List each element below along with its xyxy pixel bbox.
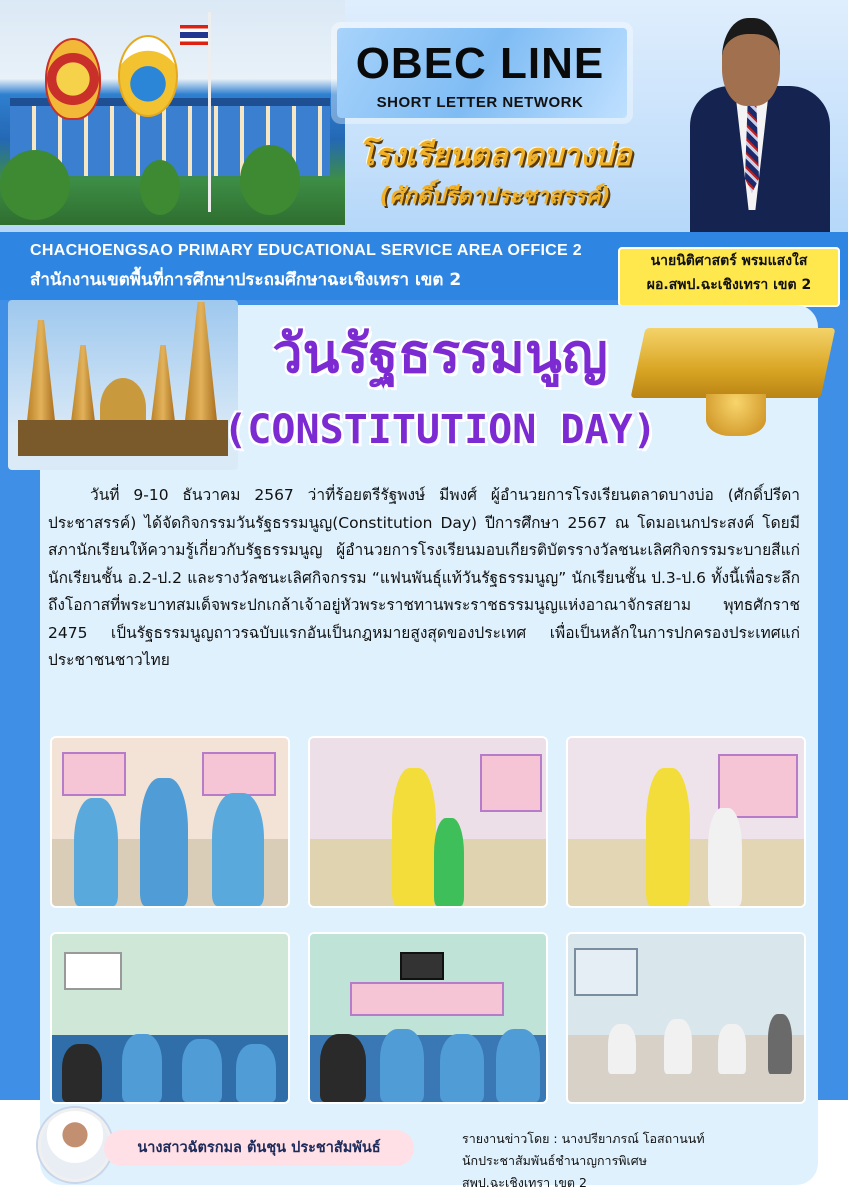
- director-head: [722, 18, 780, 106]
- classroom-activity-photo-2: [310, 934, 546, 1102]
- tray-lid: [631, 328, 836, 398]
- student: [434, 818, 464, 906]
- credit-line-2: นักประชาสัมพันธ์ชำนาญการพิเศษ: [462, 1153, 647, 1168]
- poster: [62, 752, 126, 796]
- certificate-award-photo-1: [310, 738, 546, 906]
- office-name-th: สำนักงานเขตพื้นที่การศึกษาประถมศึกษาฉะเชิงเทรา เขต 2: [30, 270, 462, 290]
- article-title-th: วันรัฐธรรมนูญ: [272, 322, 608, 385]
- student: [608, 1024, 636, 1074]
- school-motto: (ศักดิ์ปรีดาประชาสรรค์): [379, 184, 611, 209]
- student: [212, 793, 264, 906]
- student: [140, 778, 188, 906]
- brand-title: OBEC LINE: [355, 39, 605, 88]
- tree: [140, 160, 180, 215]
- student: [74, 798, 118, 906]
- credit-line-1: รายงานข่าวโดย : นางปรียาภรณ์ โอสถานนท์: [462, 1131, 705, 1146]
- student: [62, 1044, 102, 1102]
- student: [236, 1044, 276, 1102]
- thai-flag-icon: [180, 25, 208, 45]
- director-portrait: [690, 18, 840, 232]
- reporter-badge: [104, 1130, 414, 1166]
- poster: [350, 982, 504, 1016]
- director-name: นายนิติศาสตร์ พรมแสงใส: [650, 253, 808, 269]
- header-banner: [0, 0, 848, 232]
- photo-grid: [52, 738, 804, 1098]
- news-credit: [462, 1128, 802, 1194]
- reporter-avatar: [38, 1108, 112, 1182]
- brand-subtitle: SHORT LETTER NETWORK: [376, 94, 584, 111]
- director-name-tag: [618, 247, 840, 307]
- director-figure: [646, 768, 690, 906]
- credit-line-3: สพป.ฉะเชิงเทรา เขต 2: [462, 1175, 587, 1190]
- director-position: ผอ.สพป.ฉะเชิงเทรา เขต 2: [646, 277, 812, 293]
- school-name: โรงเรียนตลาดบางบ่อ: [358, 138, 632, 173]
- tree: [0, 150, 70, 220]
- article-title-en: (CONSTITUTION DAY): [223, 407, 657, 453]
- reporter-name: นางสาวฉัตรกมล ต้นชุน ประชาสัมพันธ์: [137, 1140, 381, 1156]
- certificate-award-photo-2: [568, 738, 804, 906]
- monument-base: [18, 420, 228, 456]
- student: [440, 1034, 484, 1102]
- tv-screen: [400, 952, 444, 980]
- whiteboard: [64, 952, 122, 990]
- student: [320, 1034, 366, 1102]
- fan: [768, 1014, 792, 1074]
- student-council-presenting-photo: [52, 738, 288, 906]
- poster: [202, 752, 276, 796]
- poster: [480, 754, 542, 812]
- student: [496, 1029, 540, 1102]
- student: [182, 1039, 222, 1102]
- tray-stand: [706, 394, 766, 436]
- student: [380, 1029, 424, 1102]
- flag-pole: [208, 12, 211, 212]
- school-building-photo: [0, 0, 345, 225]
- office-name-en: CHACHOENGSAO PRIMARY EDUCATIONAL SERVICE AREA OFFICE 2: [30, 242, 582, 259]
- student: [122, 1034, 162, 1102]
- classroom-activity-photo-3: [568, 934, 804, 1102]
- obec-emblem-icon: [45, 38, 101, 120]
- student: [708, 808, 742, 906]
- student: [664, 1019, 692, 1074]
- tree: [240, 145, 300, 215]
- classroom-activity-photo-1: [52, 934, 288, 1102]
- window: [574, 948, 638, 996]
- article-body: วันที่ 9-10 ธันวาคม 2567 ว่าที่ร้อยตรีรัฐพงษ์ มีพงศ์ ผู้อำนวยการโรงเรียนตลาดบางบ่อ (ศักดิ์ปรีดาประชาสรรค์) ได้จัดกิจกรรมวันรัฐธรรมนูญ(Constitution Day) ปีการศึกษา 2567 ณ โดมอเนกประสงค์ โดยมีสภานักเรียนให้ความรู้เกี่ยวกับรัฐธรรมนูญ ผู้อำนวยการโรงเรียนมอบเกียรติบัตรรางวัลชนะเลิศกิจกรรมระบายสีแก่นักเรียนชั้น อ.2-ป.2 และรางวัลชนะเลิศกิจกรรม “แฟนพันธุ์แท้วันรัฐธรรมนูญ” นักเรียนชั้น ป.3-ป.6 ทั้งนี้เพื่อระลึกถึงโอกาสที่พระบาทสมเด็จพระปกเกล้าเจ้าอยู่หัวพระราชทานพระราชธรรมนูญแห่งอาณาจักรสยาม พุทธศักราช 2475 เป็นรัฐธรรมนูญถาวรฉบับแรกอันเป็นกฎหมายสูงสุดของประเทศ เพื่อเป็นหลักในการปกครองประเทศแก่ประชาชนชาวไทย: [48, 486, 800, 669]
- student: [718, 1024, 746, 1074]
- school-logo-icon: [118, 35, 178, 117]
- director-figure: [392, 768, 436, 906]
